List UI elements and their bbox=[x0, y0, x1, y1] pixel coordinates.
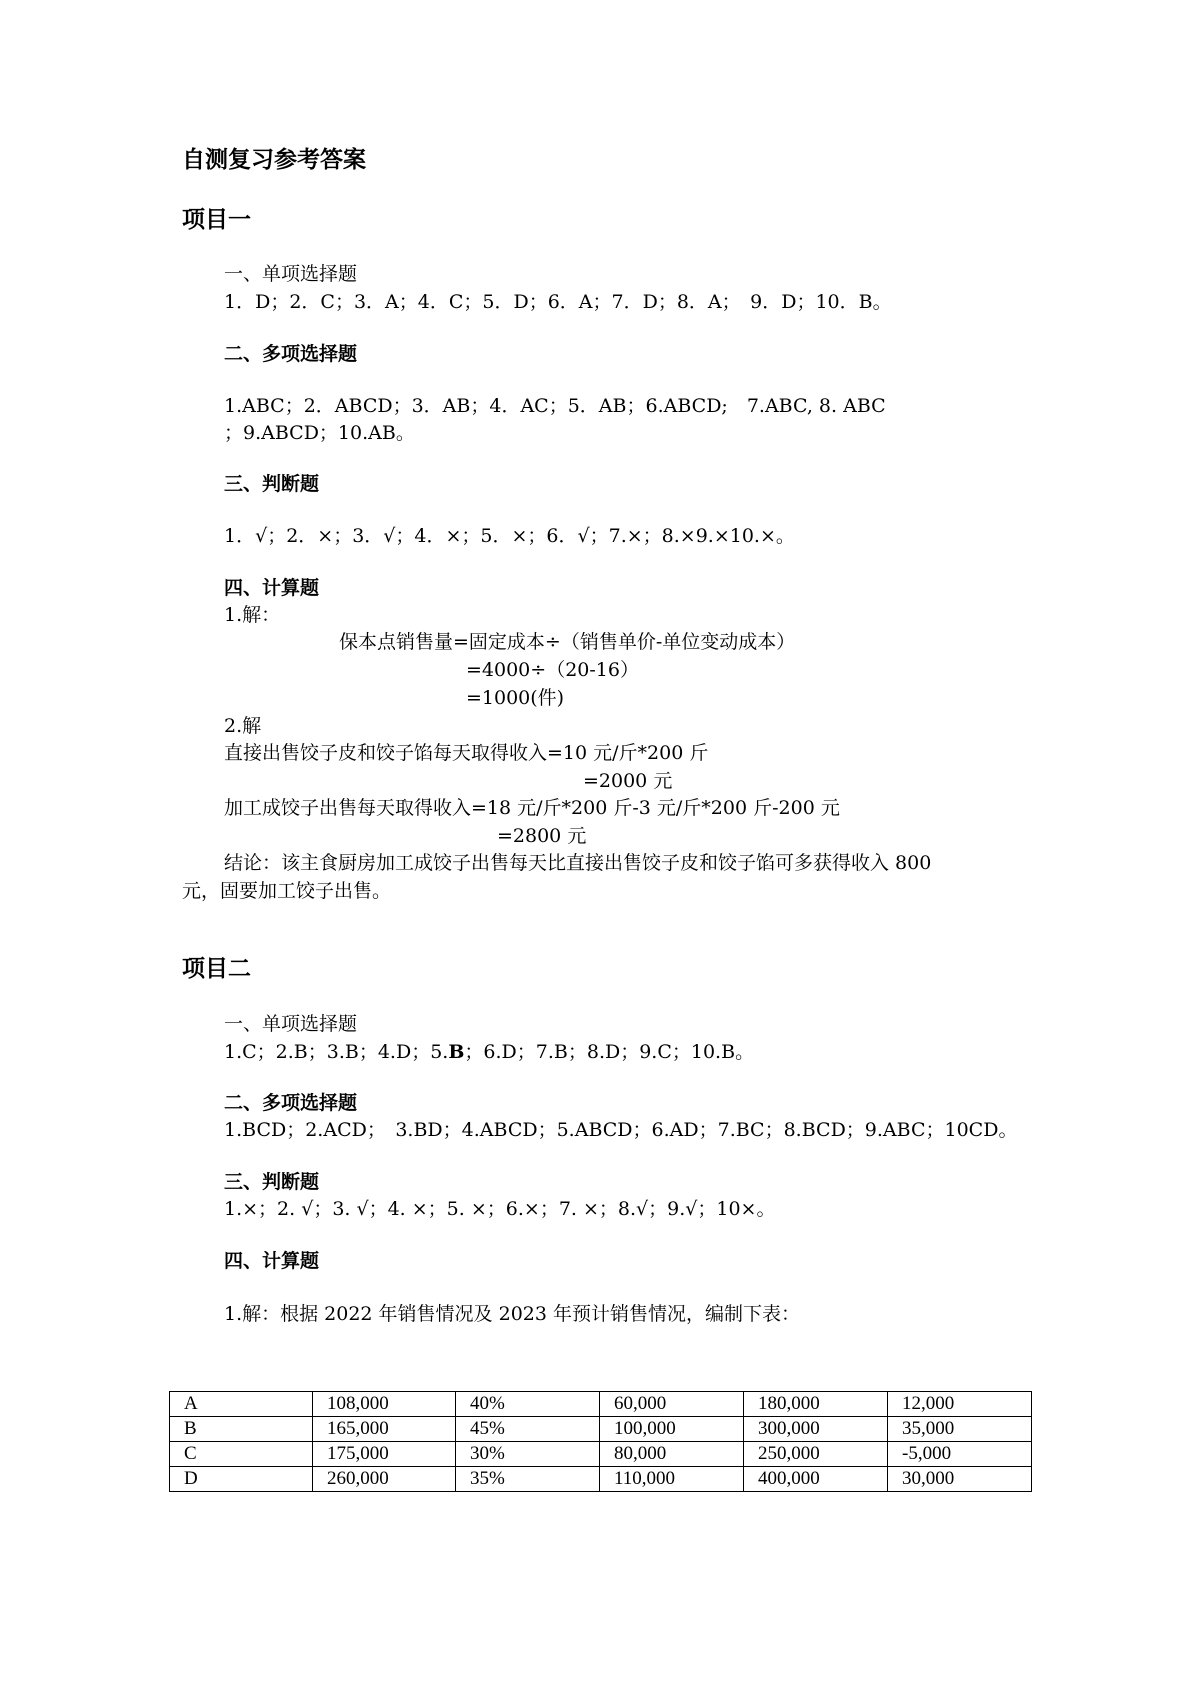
p2-multi-choice-heading: 二、多项选择题 bbox=[224, 1092, 358, 1114]
p1-true-false-heading: 三、判断题 bbox=[224, 473, 320, 495]
table-cell: 300,000 bbox=[744, 1417, 888, 1442]
table-cell: 30,000 bbox=[888, 1467, 1032, 1492]
table-cell: 110,000 bbox=[600, 1467, 744, 1492]
p1-multi-choice-answers-line2: ；9.ABCD；10.AB。 bbox=[224, 422, 415, 444]
table-row bbox=[170, 1442, 1032, 1467]
table-row bbox=[170, 1392, 1032, 1417]
p1-calc1-label: 1.解： bbox=[224, 604, 281, 626]
table-cell: 40% bbox=[456, 1392, 600, 1417]
table-cell: 35,000 bbox=[888, 1417, 1032, 1442]
table-row bbox=[170, 1467, 1032, 1492]
table-cell: 12,000 bbox=[888, 1392, 1032, 1417]
p2-true-false-answers: 1.×；2. √；3. √；4. ×；5. ×；6.×；7. ×；8.√；9.√；10×。 bbox=[224, 1198, 776, 1220]
p2-calculation-heading: 四、计算题 bbox=[224, 1250, 320, 1272]
table-cell: 100,000 bbox=[600, 1417, 744, 1442]
p2-single-choice-heading: 一、单项选择题 bbox=[224, 1013, 358, 1035]
p1-true-false-answers: 1．√；2．×；3．√；4．×；5．×；6．√；7.×；8.×9.×10.×。 bbox=[224, 525, 795, 547]
p1-calc2-label: 2.解 bbox=[224, 715, 262, 737]
p1-calc1-result: =1000(件) bbox=[466, 687, 565, 709]
table-cell: 250,000 bbox=[744, 1442, 888, 1467]
p1-calc2-direct-sale: 直接出售饺子皮和饺子馅每天取得收入=10 元/斤*200 斤 bbox=[224, 742, 709, 764]
table-cell: 45% bbox=[456, 1417, 600, 1442]
table-cell: 80,000 bbox=[600, 1442, 744, 1467]
p1-conclusion-line1: 结论：该主食厨房加工成饺子出售每天比直接出售饺子皮和饺子馅可多获得收入 800 bbox=[224, 852, 932, 874]
sales-table bbox=[169, 1391, 1032, 1492]
document-title: 自测复习参考答案 bbox=[182, 147, 366, 173]
p1-calculation-heading: 四、计算题 bbox=[224, 577, 320, 599]
table-cell: 35% bbox=[456, 1467, 600, 1492]
p1-conclusion-line2: 元，固要加工饺子出售。 bbox=[182, 880, 392, 902]
table-cell: 108,000 bbox=[313, 1392, 456, 1417]
table-cell: 180,000 bbox=[744, 1392, 888, 1417]
p2-single-choice-answers bbox=[224, 1040, 754, 1064]
table-cell: B bbox=[170, 1417, 313, 1442]
p1-calc2-direct-sale-result: =2000 元 bbox=[583, 770, 673, 792]
p2-multi-choice-answers: 1.BCD；2.ACD； 3.BD；4.ABCD；5.ABCD；6.AD；7.BC；8.BCD；9.ABC；10CD。 bbox=[224, 1119, 1018, 1141]
table-cell: D bbox=[170, 1467, 313, 1492]
table-cell: 400,000 bbox=[744, 1467, 888, 1492]
p1-calc2-processed-sale-result: =2800 元 bbox=[497, 825, 587, 847]
table-cell: 260,000 bbox=[313, 1467, 456, 1492]
table-cell: C bbox=[170, 1442, 313, 1467]
table-cell: A bbox=[170, 1392, 313, 1417]
table-cell: 60,000 bbox=[600, 1392, 744, 1417]
project2-heading: 项目二 bbox=[182, 956, 251, 982]
p2-single-choice-answers-bold: B bbox=[448, 1041, 465, 1063]
p2-single-choice-answers-part1: 1.C；2.B；3.B；4.D；5. bbox=[224, 1041, 449, 1063]
table-row bbox=[170, 1417, 1032, 1442]
p2-calc1-text: 1.解：根据 2022 年销售情况及 2023 年预计销售情况，编制下表： bbox=[224, 1303, 800, 1325]
p1-calc1-formula: 保本点销售量=固定成本÷（销售单价-单位变动成本） bbox=[339, 631, 796, 653]
p1-single-choice-answers: 1．D；2．C；3．A；4．C；5．D；6．A；7．D；8．A； 9．D；10．B。 bbox=[224, 291, 892, 313]
table-cell: 165,000 bbox=[313, 1417, 456, 1442]
p1-calc1-substitution: =4000÷（20-16） bbox=[466, 659, 639, 681]
project1-heading: 项目一 bbox=[182, 207, 251, 233]
p1-multi-choice-answers-line1: 1.ABC；2．ABCD；3．AB；4．AC；5．AB；6.ABCD; 7.ABC, 8. ABC bbox=[224, 395, 886, 417]
table-cell: -5,000 bbox=[888, 1442, 1032, 1467]
p2-single-choice-answers-part2: ；6.D；7.B；8.D；9.C；10.B。 bbox=[464, 1041, 755, 1063]
p2-true-false-heading: 三、判断题 bbox=[224, 1171, 320, 1193]
p1-multi-choice-heading: 二、多项选择题 bbox=[224, 343, 358, 365]
p1-single-choice-heading: 一、单项选择题 bbox=[224, 263, 358, 285]
p1-calc2-processed-sale: 加工成饺子出售每天取得收入=18 元/斤*200 斤-3 元/斤*200 斤-200 元 bbox=[224, 797, 840, 819]
table-cell: 30% bbox=[456, 1442, 600, 1467]
table-cell: 175,000 bbox=[313, 1442, 456, 1467]
